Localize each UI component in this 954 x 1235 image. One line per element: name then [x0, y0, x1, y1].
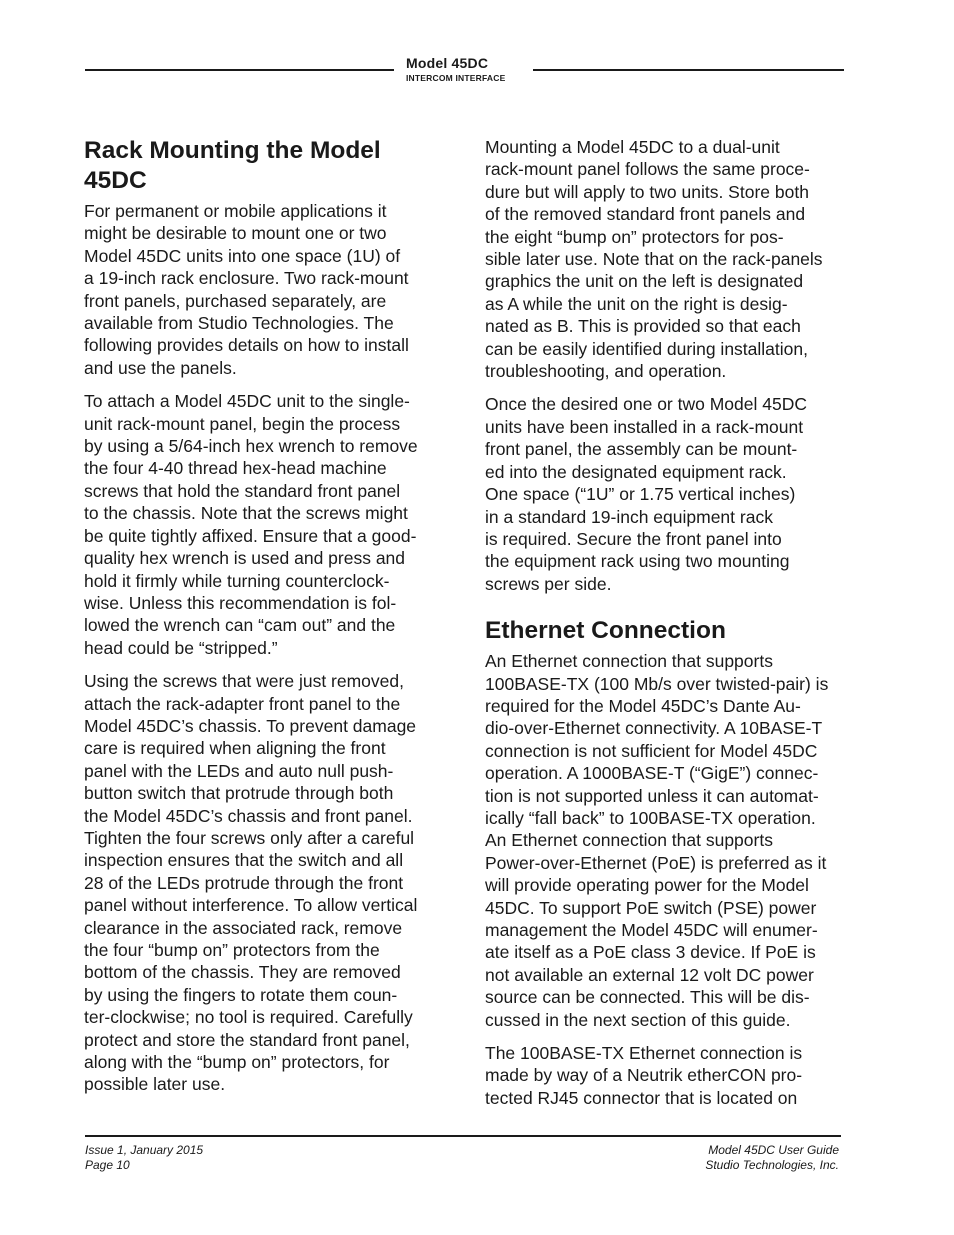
- text-line: Tighten the four screws only after a careful: [84, 827, 415, 848]
- section-heading-ethernet: Ethernet Connection: [485, 617, 726, 645]
- text-line: screws that hold the standard front panel: [84, 480, 401, 501]
- text-line: Power-over-Ethernet (PoE) is preferred as it: [485, 852, 827, 873]
- text-line: to the chassis. Note that the screws might: [84, 503, 408, 524]
- text-line: ically “fall back” to 100BASE-TX operation.: [485, 807, 816, 828]
- text-line: by using a 5/64-inch hex wrench to remove: [84, 436, 418, 457]
- text-line: ed into the designated equipment rack.: [485, 461, 787, 482]
- text-line: hold it firmly while turning counterclock-: [84, 570, 390, 591]
- text-line: 28 of the LEDs protrude through the front: [84, 872, 404, 893]
- text-line: sible later use. Note that on the rack-panels: [485, 249, 823, 270]
- paragraph: [84, 670, 452, 1096]
- text-line: a 19-inch rack enclosure. Two rack-mount: [84, 268, 409, 289]
- text-line: Once the desired one or two Model 45DC: [485, 394, 807, 415]
- text-line: possible later use.: [84, 1074, 226, 1095]
- text-line: dure but will apply to two units. Store both: [485, 181, 809, 202]
- text-line: The 100BASE-TX Ethernet connection is: [485, 1043, 803, 1064]
- text-line: Mounting a Model 45DC to a dual-unit: [485, 137, 780, 157]
- text-line: the Model 45DC’s chassis and front panel.: [84, 805, 413, 826]
- text-line: rack-mount panel follows the same proce-: [485, 159, 810, 180]
- text-line: troubleshooting, and operation.: [485, 361, 727, 382]
- text-line: tion is not supported unless it can automat-: [485, 785, 819, 806]
- text-line: quality hex wrench is used and press and: [84, 548, 406, 569]
- text-line: care is required when aligning the front: [84, 738, 386, 759]
- paragraph: [485, 393, 855, 595]
- footer-left: [85, 1143, 203, 1173]
- text-line: by using the fingers to rotate them coun-: [84, 984, 398, 1005]
- text-line: button switch that protrude through both: [84, 783, 394, 804]
- text-line: bottom of the chassis. They are removed: [84, 962, 401, 983]
- text-line: An Ethernet connection that supports: [485, 830, 773, 851]
- text-line: One space (“1U” or 1.75 vertical inches): [485, 484, 796, 505]
- text-line: available from Studio Technologies. The: [84, 313, 394, 334]
- text-line: wise. Unless this recommendation is fol-: [84, 592, 397, 613]
- text-line: is required. Secure the front panel into: [485, 528, 782, 549]
- text-line: front panels, purchased separately, are: [84, 290, 387, 311]
- text-line: clearance in the associated rack, remove: [84, 917, 403, 938]
- text-line: graphics the unit on the left is designated: [485, 271, 804, 292]
- text-line: attach the rack-adapter front panel to the: [84, 693, 401, 714]
- text-line: protect and store the standard front panel,: [84, 1029, 410, 1050]
- text-line: unit rack-mount panel, begin the process: [84, 413, 401, 434]
- text-line: be quite tightly affixed. Ensure that a good-: [84, 525, 417, 546]
- paragraph: [485, 136, 855, 382]
- text-line: Using the screws that were just removed,: [84, 671, 404, 692]
- text-line: lowed the wrench can “cam out” and the: [84, 615, 396, 636]
- paragraph: [84, 390, 452, 659]
- text-line: the four 4-40 thread hex-head machine: [84, 458, 387, 479]
- header-subtitle: INTERCOM INTERFACE: [406, 73, 506, 83]
- text-line: might be desirable to mount one or two: [84, 223, 387, 244]
- text-line: can be easily identified during installation,: [485, 338, 808, 359]
- text-line: operation. A 1000BASE-T (“GigE”) connec-: [485, 763, 819, 784]
- footer-rule: [85, 1135, 841, 1137]
- footer-right: [705, 1143, 839, 1173]
- text-line: For permanent or mobile applications it: [84, 201, 387, 221]
- text-line: panel with the LEDs and auto null push-: [84, 760, 394, 781]
- text-line: the equipment rack using two mounting: [485, 551, 790, 572]
- paragraph: [485, 650, 855, 1031]
- text-line: source can be connected. This will be dis-: [485, 987, 810, 1008]
- paragraph: [485, 1042, 855, 1109]
- heading-line: Rack Mounting the Model: [84, 137, 381, 164]
- text-line: panel without interference. To allow vertical: [84, 895, 418, 916]
- text-line: screws per side.: [485, 573, 612, 594]
- text-line: as A while the unit on the right is desig-: [485, 293, 788, 314]
- text-line: management the Model 45DC will enumer-: [485, 920, 818, 940]
- section-heading-rack-mounting: [84, 136, 452, 196]
- text-line: Model 45DC’s chassis. To prevent damage: [84, 715, 417, 736]
- text-line: along with the “bump on” protectors, for: [84, 1052, 390, 1073]
- header-title: Model 45DC: [406, 55, 489, 71]
- text-line: required for the Model 45DC’s Dante Au-: [485, 695, 801, 716]
- text-line: An Ethernet connection that supports: [485, 651, 773, 672]
- text-line: and use the panels.: [84, 357, 237, 378]
- paragraph: [84, 200, 452, 379]
- text-line: will provide operating power for the Model: [485, 875, 809, 896]
- text-line: connection is not sufficient for Model 45DC: [485, 740, 818, 761]
- text-line: 100BASE-TX (100 Mb/s over twisted-pair) is: [485, 673, 829, 694]
- footer-guide-title: Model 45DC User Guide: [708, 1143, 839, 1157]
- text-line: in a standard 19-inch equipment rack: [485, 506, 773, 527]
- text-line: inspection ensures that the switch and all: [84, 850, 404, 871]
- text-line: cussed in the next section of this guide.: [485, 1009, 791, 1030]
- text-line: following provides details on how to install: [84, 335, 409, 356]
- text-line: ter-clockwise; no tool is required. Carefully: [84, 1007, 413, 1028]
- left-column: [84, 136, 452, 1107]
- heading-line: 45DC: [84, 167, 147, 194]
- text-line: head could be “stripped.”: [84, 637, 278, 658]
- header-rule-left: [85, 69, 394, 71]
- text-line: made by way of a Neutrik etherCON pro-: [485, 1065, 803, 1086]
- text-line: the eight “bump on” protectors for pos-: [485, 226, 784, 247]
- text-line: ate itself as a PoE class 3 device. If PoE is: [485, 942, 816, 963]
- text-line: of the removed standard front panels and: [485, 204, 806, 225]
- text-line: Model 45DC units into one space (1U) of: [84, 245, 401, 266]
- text-line: front panel, the assembly can be mount-: [485, 439, 798, 460]
- text-line: 45DC. To support PoE switch (PSE) power: [485, 897, 817, 918]
- footer-issue: Issue 1, January 2015: [85, 1143, 204, 1157]
- text-line: not available an external 12 volt DC power: [485, 964, 814, 985]
- header-rule-right: [533, 69, 844, 71]
- text-line: units have been installed in a rack-mount: [485, 416, 804, 437]
- text-line: To attach a Model 45DC unit to the single-: [84, 391, 410, 412]
- footer-page-number: Page 10: [85, 1158, 130, 1172]
- text-line: dio-over-Ethernet connectivity. A 10BASE-T: [485, 718, 823, 739]
- footer-company: Studio Technologies, Inc.: [705, 1158, 839, 1172]
- text-line: the four “bump on” protectors from the: [84, 940, 380, 960]
- text-line: tected RJ45 connector that is located on: [485, 1087, 798, 1108]
- right-column: [485, 136, 855, 1120]
- text-line: nated as B. This is provided so that each: [485, 316, 801, 337]
